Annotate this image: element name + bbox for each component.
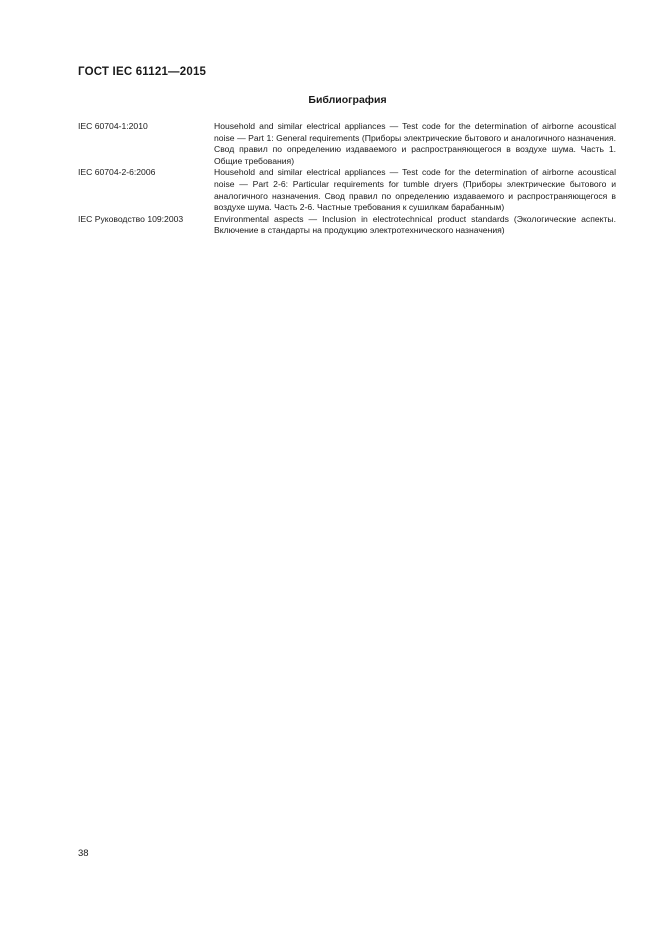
reference-description: Environmental aspects — Inclusion in electrotechnical product standards (Экологические аспекты. Включение в стандарты на продукцию электротехнического назначения) <box>214 213 616 236</box>
reference-code: IEC 60704-2-6:2006 <box>78 167 156 178</box>
reference-code: IEC Руководство 109:2003 <box>78 213 184 224</box>
reference-description: Household and similar electrical appliances — Test code for the determination of airborne acoustical noise — Part 1: General requirements (Приборы электрические бытового и аналогичного назначения. Свод правил по определению издаваемого и распространяющегося в воздухе шума. Часть 1. Общие требования) <box>214 121 616 166</box>
reference-description: Household and similar electrical appliances — Test code for the determination of airborne acoustical noise — Part 2-6: Particular requirements for tumble dryers (Приборы электрические бытового и аналогичного назначения. Свод правил по определению издаваемого и распространяющегося в воздухе шума. Часть 2-6. Частные требования к сушилкам барабанным) <box>214 167 616 213</box>
section-title: Библиография <box>308 94 387 106</box>
bibliography-entry <box>78 167 616 213</box>
document-header: ГОСТ IEC 61121—2015 <box>78 66 207 78</box>
bibliography-list <box>78 121 616 237</box>
page-number: 38 <box>78 848 89 859</box>
bibliography-entry <box>78 214 616 237</box>
bibliography-entry <box>78 121 616 167</box>
reference-code: IEC 60704-1:2010 <box>78 121 148 131</box>
